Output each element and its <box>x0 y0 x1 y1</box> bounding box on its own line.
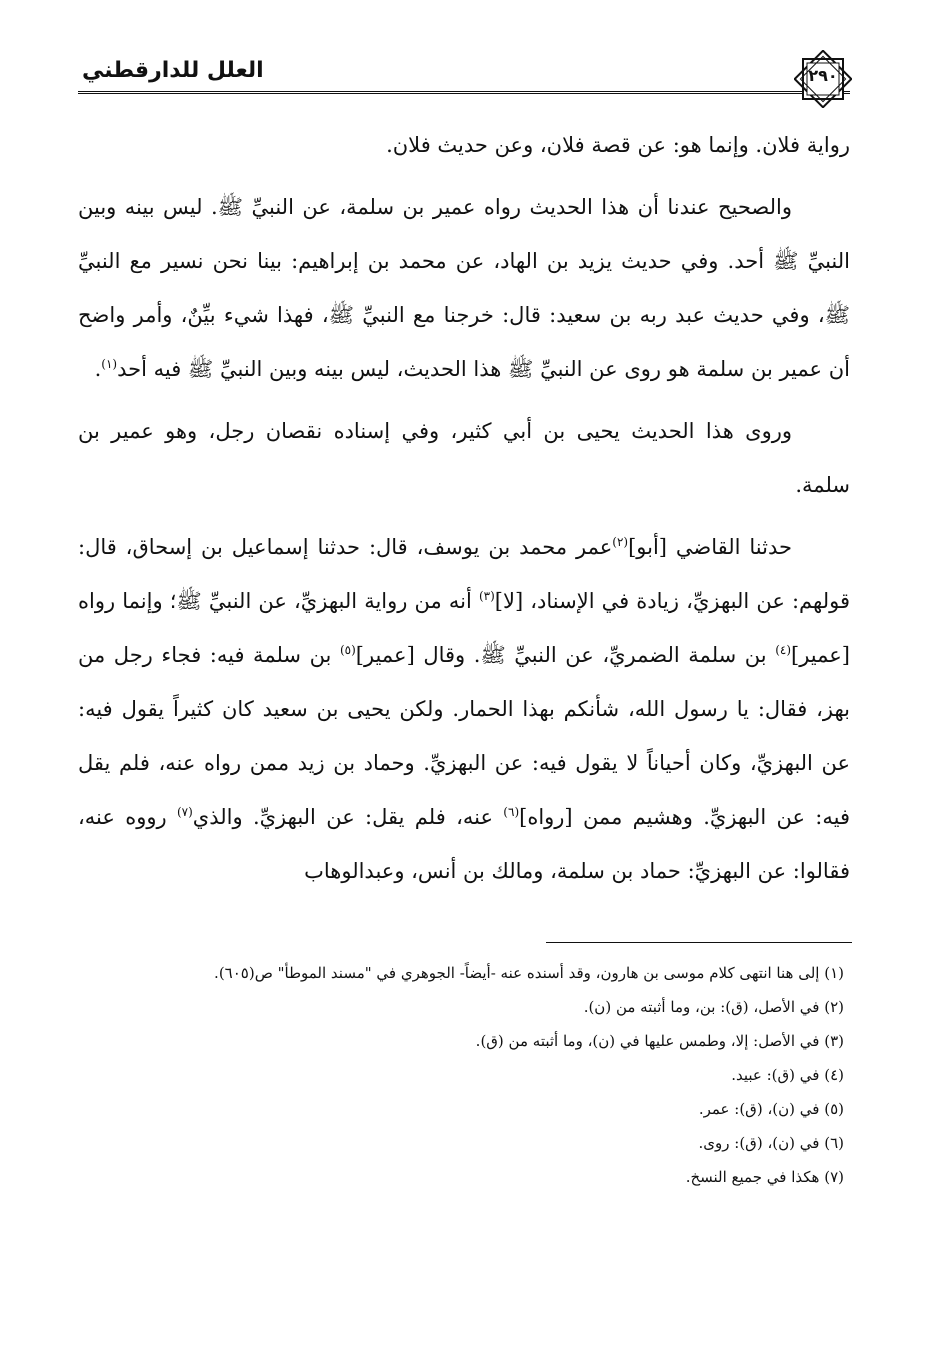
paragraph-text: حدثنا القاضي [أبو] <box>628 535 792 559</box>
paragraph-text: رووه عنه، فقالوا: عن البهزيِّ: حماد بن سلمة، ومالك بن أنس، وعبدالوهاب <box>78 805 850 883</box>
running-header <box>78 58 850 98</box>
footnote-separator <box>546 942 852 943</box>
footnote-marker: (٦) <box>503 805 520 819</box>
footnote: (٣) في الأصل: إلا، وطمس عليها في (ن)، وما أثبته من (ق). <box>475 1032 844 1050</box>
paragraph-text: بن سلمة فيه: فجاء رجل من بهز، فقال: يا رسول الله، شأنكم بهذا الحمار. ولكن يحيى بن سعيد كان كثيراً يقول فيه: عن البهزيِّ، وكان أحياناً لا يقول فيه: عن البهزيِّ. وحماد بن زيد ممن رواه عنه، فلم يقل فيه: عن البهزيِّ. وهشيم ممن [رواه] <box>78 643 851 829</box>
footnote-marker: (١) <box>101 357 118 371</box>
footnotes <box>78 956 844 1194</box>
footnote: (١) إلى هنا انتهى كلام موسى بن هارون، وقد أسنده عنه -أيضاً- الجوهري في "مسند الموطأ" ص(٦٠٥). <box>214 964 844 982</box>
paragraph <box>78 520 850 898</box>
footnote-marker: (٧) <box>176 805 193 819</box>
paragraph-text: عنه، فلم يقل: عن البهزيِّ. والذي <box>192 805 504 829</box>
paragraph-text: أنه من رواية البهزيِّ، عن النبيِّ ﷺ؛ وإنما رواه [عمير] <box>78 589 850 667</box>
header-rule <box>78 91 850 94</box>
page-number-badge <box>794 50 852 108</box>
book-title: العلل للدارقطني <box>78 58 270 83</box>
footnote: (٥) في (ن)، (ق): عمر. <box>698 1100 844 1118</box>
footnote: (٢) في الأصل، (ق): بن، وما أثبته من (ن). <box>583 998 844 1016</box>
footnote-marker: (٤) <box>775 643 792 657</box>
page-number: ٢٩٠ <box>808 66 838 85</box>
footnote: (٤) في (ق): عبيد. <box>731 1066 844 1084</box>
paragraph: والصحيح عندنا أن هذا الحديث رواه عمير بن سلمة، عن النبيِّ ﷺ. ليس بينه وبين النبيِّ ﷺ أحد. وفي حديث يزيد بن الهاد، عن محمد بن إبراهيم: بينا نحن نسير مع النبيِّ ﷺ، وفي حديث عبد ربه بن سعيد: قال: خرجنا مع النبيِّ ﷺ، فهذا شيء بيِّنٌ، وأمر واضح أن عمير بن سلمة هو روى عن النبيِّ ﷺ هذا الحديث، ليس بينه وبين النبيِّ ﷺ فيه أحد$^{(١)}$. <box>78 195 850 381</box>
paragraph: رواية فلان. وإنما هو: عن قصة فلان، وعن حديث فلان. <box>386 133 850 157</box>
paragraph-text: عمر محمد بن يوسف، قال: حدثنا إسماعيل بن إسحاق، قال: قولهم: عن البهزيِّ، زيادة في الإسناد، [لا] <box>78 535 850 613</box>
paragraph-text: بن سلمة الضمريِّ، عن النبيِّ ﷺ. وقال [عمير] <box>355 643 776 667</box>
footnote-marker: (٢) <box>612 535 629 549</box>
paragraph: وروى هذا الحديث يحيى بن أبي كثير، وفي إسناده نقصان رجل، وهو عمير بن سلمة. <box>78 419 850 497</box>
footnote: (٦) في (ن)، (ق): روى. <box>698 1134 844 1152</box>
footnote-marker: (٣) <box>478 589 495 603</box>
paragraph-text: والصحيح عندنا أن هذا الحديث رواه عمير بن سلمة، عن النبيِّ ﷺ. ليس بينه وبين النبيِّ ﷺ أحد. وفي حديث يزيد بن الهاد، عن محمد بن إبراهيم: بينا نحن نسير مع النبيِّ ﷺ، وفي حديث عبد ربه بن سعيد: قال: خرجنا مع النبيِّ ﷺ، فهذا شيء بيِّنٌ، وأمر واضح أن عمير بن سلمة هو روى عن النبيِّ ﷺ هذا الحديث، ليس بينه وبين النبيِّ ﷺ فيه أحد <box>78 195 850 381</box>
footnote: (٧) هكذا في جميع النسخ. <box>685 1168 844 1186</box>
main-text <box>78 118 850 898</box>
footnote-marker: (٥) <box>339 643 356 657</box>
